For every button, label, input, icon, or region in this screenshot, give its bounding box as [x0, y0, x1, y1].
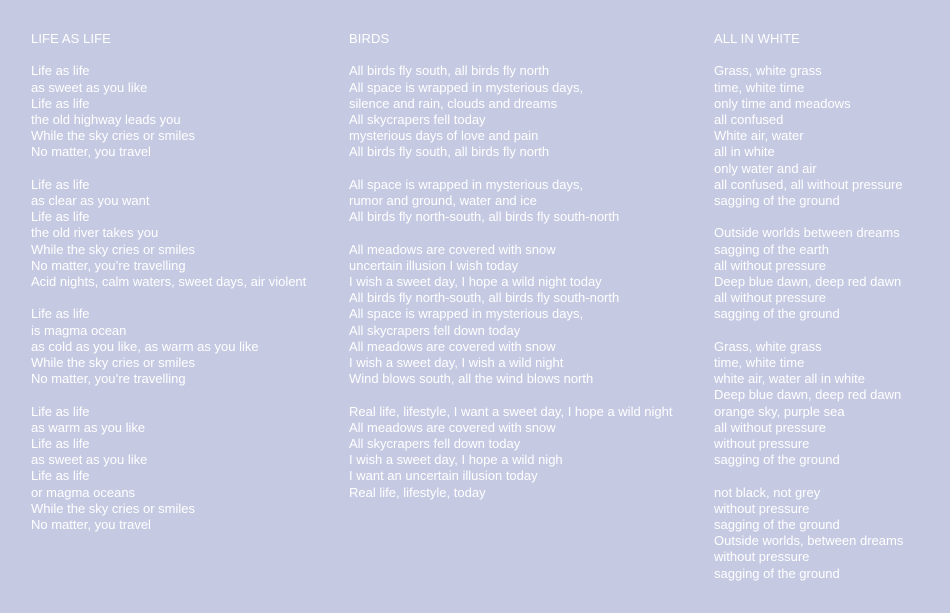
- poem-line: While the sky cries or smiles: [31, 500, 195, 516]
- poem-line: White air, water: [714, 128, 804, 144]
- poem-line: as cold as you like, as warm as you like: [31, 338, 259, 354]
- poem-line: While the sky cries or smiles: [31, 128, 195, 144]
- poem-line: Outside worlds between dreams: [714, 225, 900, 241]
- poem-line: All space is wrapped in mysterious days,: [349, 306, 584, 322]
- poem-line: All space is wrapped in mysterious days,: [349, 176, 584, 192]
- poem-line: sagging of the ground: [714, 517, 840, 533]
- poem-line: sagging of the ground: [714, 193, 840, 209]
- poem-line: silence and rain, clouds and dreams: [349, 95, 558, 111]
- poem-line: I wish a sweet day, I hope a wild nigh: [349, 452, 563, 468]
- poem-line: as clear as you want: [31, 193, 150, 208]
- poem-line: as warm as you like: [31, 419, 146, 435]
- poem-column-all-in-white: [714, 31, 944, 598]
- poem-line: Life as life: [31, 176, 90, 192]
- poem-line: the old highway leads you: [31, 112, 181, 127]
- poem-line: All birds fly south, all birds fly north: [349, 63, 550, 79]
- poem-line: only time and meadows: [714, 95, 851, 111]
- poem-line: time, white time: [714, 355, 805, 371]
- stanza: [31, 63, 331, 160]
- poem-line: Acid nights, calm waters, sweet days, air violent: [31, 274, 307, 290]
- poem-line: only water and air: [714, 160, 817, 176]
- poem-line: sagging of the earth: [714, 241, 829, 257]
- poem-line: All meadows are covered with snow: [349, 338, 556, 354]
- poem-line: Life as life: [31, 436, 90, 452]
- poem-line: All birds fly south, all birds fly north: [349, 144, 550, 160]
- stanza: [349, 63, 699, 160]
- poem-line: as sweet as you like: [31, 452, 148, 468]
- stanza: [714, 225, 944, 322]
- poem-title: BIRDS: [349, 31, 390, 46]
- poem-line: All meadows are covered with snow: [349, 419, 556, 435]
- poem-column-birds: [349, 31, 699, 517]
- poem-line: all confused, all without pressure: [714, 176, 903, 192]
- poem-line: No matter, you’re travelling: [31, 371, 186, 387]
- poem-line: mysterious days of love and pain: [349, 128, 539, 144]
- poem-line: No matter, you travel: [31, 517, 151, 533]
- poem-line: Life as life: [31, 209, 90, 225]
- poem-line: All skycrapers fell today: [349, 112, 486, 127]
- stanza: [349, 242, 699, 388]
- poem-line: sagging of the ground: [714, 565, 840, 581]
- poem-line: time, white time: [714, 79, 805, 95]
- poem-line: All skycrapers fell down today: [349, 322, 521, 338]
- poem-line: All space is wrapped in mysterious days,: [349, 79, 584, 95]
- poem-line: sagging of the ground: [714, 452, 840, 468]
- poem-line: without pressure: [714, 500, 810, 516]
- poem-line: All meadows are covered with snow: [349, 241, 556, 257]
- stanza: [31, 404, 331, 534]
- stanza: [349, 177, 699, 226]
- poem-line: Real life, lifestyle, I want a sweet day, I hope a wild night: [349, 403, 673, 419]
- poem-line: No matter, you travel: [31, 144, 151, 160]
- poem-line: orange sky, purple sea: [714, 403, 845, 419]
- poem-line: white air, water all in white: [714, 371, 866, 387]
- poem-line: uncertain illusion I wish today: [349, 257, 519, 273]
- poem-line: I want an uncertain illusion today: [349, 468, 538, 484]
- poem-line: While the sky cries or smiles: [31, 241, 195, 257]
- poem-line: Real life, lifestyle, today: [349, 484, 486, 500]
- poem-line: Grass, white grass: [714, 63, 822, 79]
- poem-line: Grass, white grass: [714, 338, 822, 354]
- stanza: [31, 177, 331, 290]
- poem-line: Life as life: [31, 306, 90, 322]
- poem-line: Life as life: [31, 95, 90, 111]
- stanza: [714, 485, 944, 582]
- stanza: [31, 306, 331, 387]
- poem-line: Life as life: [31, 403, 90, 419]
- poem-line: All skycrapers fell down today: [349, 436, 521, 452]
- poem-line: all in white: [714, 144, 775, 160]
- stanza: [714, 339, 944, 469]
- poem-line: or magma oceans: [31, 484, 136, 500]
- poem-line: No matter, you’re travelling: [31, 257, 186, 273]
- poem-line: While the sky cries or smiles: [31, 355, 195, 371]
- stanza: [349, 404, 699, 501]
- poem-line: All birds fly north-south, all birds fly south-north: [349, 290, 620, 306]
- poem-line: all without pressure: [714, 419, 826, 435]
- poem-line: all without pressure: [714, 290, 826, 306]
- poem-line: is magma ocean: [31, 322, 127, 338]
- poem-line: as sweet as you like: [31, 79, 148, 95]
- poem-line: Deep blue dawn, deep red dawn: [714, 274, 902, 290]
- poem-line: without pressure: [714, 436, 810, 452]
- poem-line: all without pressure: [714, 257, 826, 273]
- poem-title: ALL IN WHITE: [714, 31, 800, 46]
- poem-column-life-as-life: [31, 31, 331, 549]
- poem-line: Wind blows south, all the wind blows north: [349, 371, 594, 387]
- poem-line: all confused: [714, 112, 784, 127]
- poem-line: I wish a sweet day, I hope a wild night today: [349, 274, 602, 289]
- poem-line: rumor and ground, water and ice: [349, 193, 537, 208]
- poem-line: Life as life: [31, 63, 90, 79]
- poem-line: sagging of the ground: [714, 306, 840, 322]
- poem-line: I wish a sweet day, I wish a wild night: [349, 355, 564, 371]
- poem-line: Life as life: [31, 468, 90, 484]
- poem-line: Deep blue dawn, deep red dawn: [714, 387, 902, 403]
- stanza: [714, 63, 944, 209]
- poem-line: without pressure: [714, 549, 810, 565]
- poem-line: not black, not grey: [714, 484, 821, 500]
- poem-title: LIFE AS LIFE: [31, 31, 111, 46]
- poem-line: All birds fly north-south, all birds fly south-north: [349, 209, 620, 225]
- poem-line: the old river takes you: [31, 225, 159, 241]
- poem-line: Outside worlds, between dreams: [714, 533, 904, 549]
